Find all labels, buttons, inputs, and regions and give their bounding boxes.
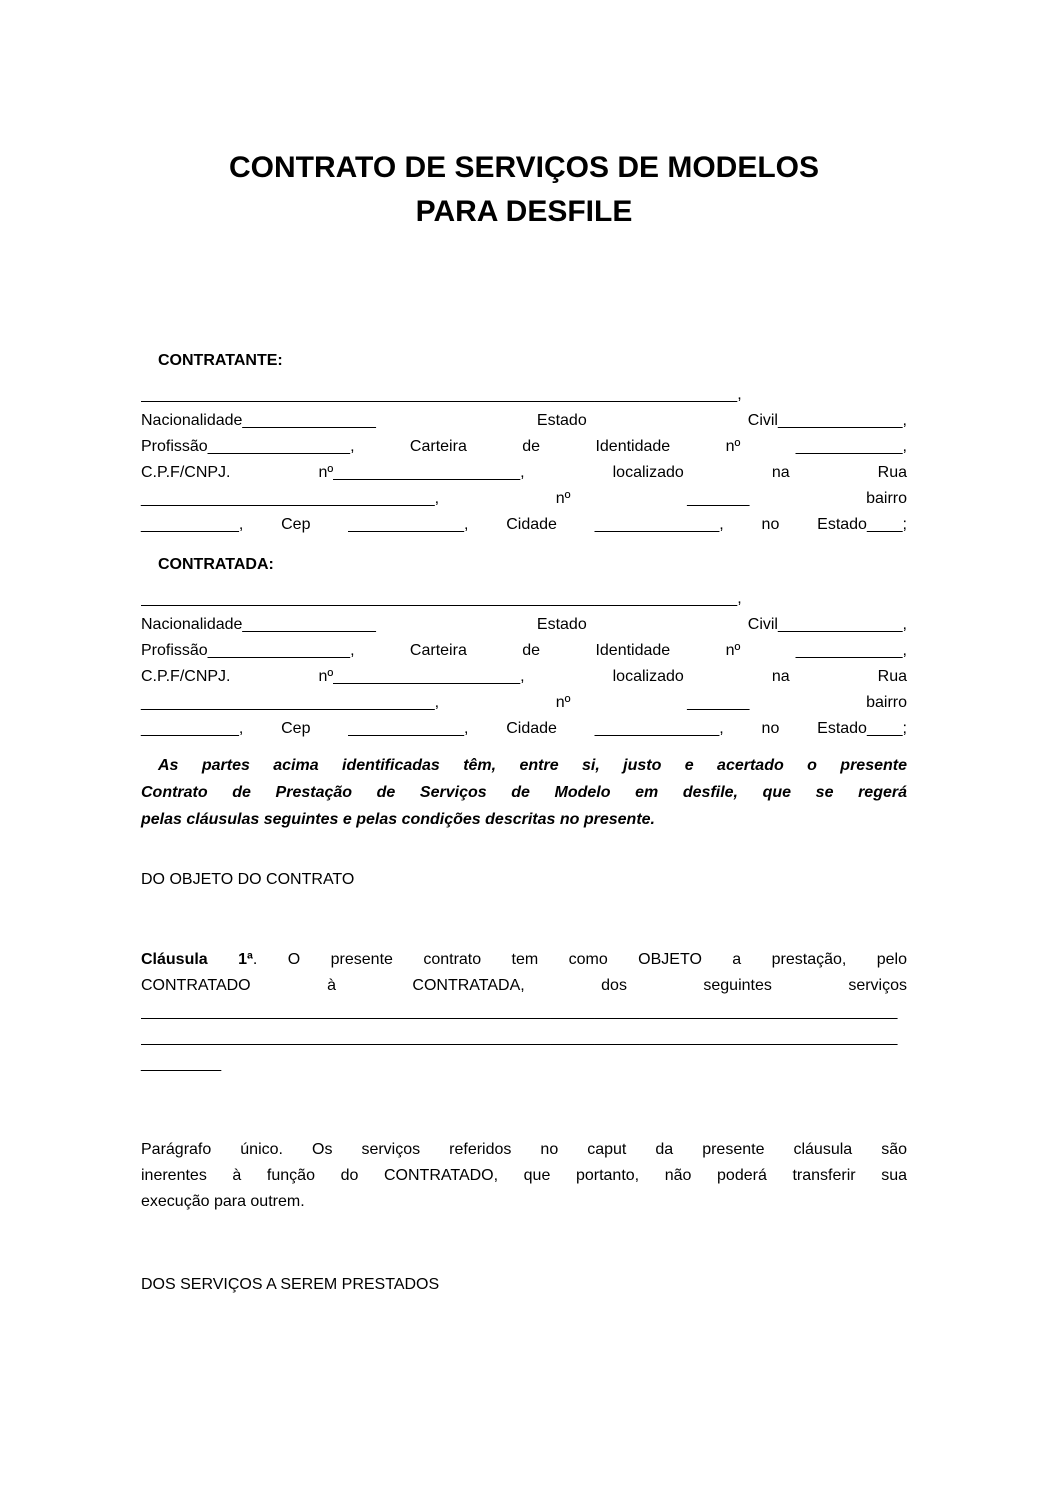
document-title-line1: CONTRATO DE SERVIÇOS DE MODELOS xyxy=(228,151,820,184)
section-servicos-heading: DOS SERVIÇOS A SEREM PRESTADOS xyxy=(141,1276,440,1293)
section-objeto-heading: DO OBJETO DO CONTRATO xyxy=(141,871,355,888)
contratante-nacionalidade-line: Nacionalidade_______________ Estado Civil______________, xyxy=(141,412,907,429)
paragrafo-unico xyxy=(141,1137,907,1215)
clausula-1-blank-line2: _____________________________________________________________________________________ xyxy=(141,1029,898,1046)
clausula-1-line1 xyxy=(141,947,907,973)
contratante-cidade-line: ___________, Cep _____________, Cidade ______________, no Estado____; xyxy=(141,516,907,533)
document-title xyxy=(141,146,907,234)
contratada-cpf-line: C.P.F/CNPJ. nº_____________________, localizado na Rua xyxy=(141,668,907,685)
clausula-1-line2: CONTRATADO à CONTRATADA, dos seguintes serviços xyxy=(141,977,907,994)
paragrafo-unico-line3: execução para outrem. xyxy=(141,1193,305,1210)
intro-line1: As partes acima identificadas têm, entre si, justo e acertado o presente xyxy=(158,757,907,774)
document-content xyxy=(141,0,907,1298)
contratada-block xyxy=(141,586,907,742)
contratada-nacionalidade-line: Nacionalidade_______________ Estado Civil______________, xyxy=(141,616,907,633)
paragrafo-unico-line2: inerentes à função do CONTRATADO, que portanto, não poderá transferir sua xyxy=(141,1167,907,1184)
intro-line2: Contrato de Prestação de Serviços de Modelo em desfile, que se regerá xyxy=(141,784,907,801)
contratada-heading: CONTRATADA: xyxy=(158,556,274,573)
contratante-block xyxy=(141,382,907,538)
clausula-1-paragraph xyxy=(141,947,907,1077)
paragrafo-unico-line1: Parágrafo único. Os serviços referidos no caput da presente cláusula são xyxy=(141,1141,907,1158)
clausula-1-text: . O presente contrato tem como OBJETO a prestação, pelo xyxy=(252,951,907,968)
contratante-cpf-line: C.P.F/CNPJ. nº_____________________, localizado na Rua xyxy=(141,464,907,481)
document-title-line2: PARA DESFILE xyxy=(415,195,633,228)
clausula-1-label: Cláusula 1ª xyxy=(141,951,253,968)
intro-paragraph xyxy=(141,752,907,833)
contratada-cidade-line: ___________, Cep _____________, Cidade ______________, no Estado____; xyxy=(141,720,907,737)
clausula-1-blank-line1: _____________________________________________________________________________________ xyxy=(141,1003,898,1020)
contratada-profissao-line: Profissão________________, Carteira de Identidade nº ____________, xyxy=(141,642,907,659)
contratada-endereco-line: _________________________________, nº _______ bairro xyxy=(141,694,907,711)
intro-line3: pelas cláusulas seguintes e pelas condições descritas no presente. xyxy=(141,811,655,828)
clausula-1-blank-line3: _________ xyxy=(141,1055,222,1072)
contratante-profissao-line: Profissão________________, Carteira de Identidade nº ____________, xyxy=(141,438,907,455)
contratante-name-blank: ___________________________________________________________________, xyxy=(141,386,742,403)
contratante-heading: CONTRATANTE: xyxy=(158,352,283,369)
contratada-name-blank: ___________________________________________________________________, xyxy=(141,590,742,607)
contratante-endereco-line: _________________________________, nº _______ bairro xyxy=(141,490,907,507)
